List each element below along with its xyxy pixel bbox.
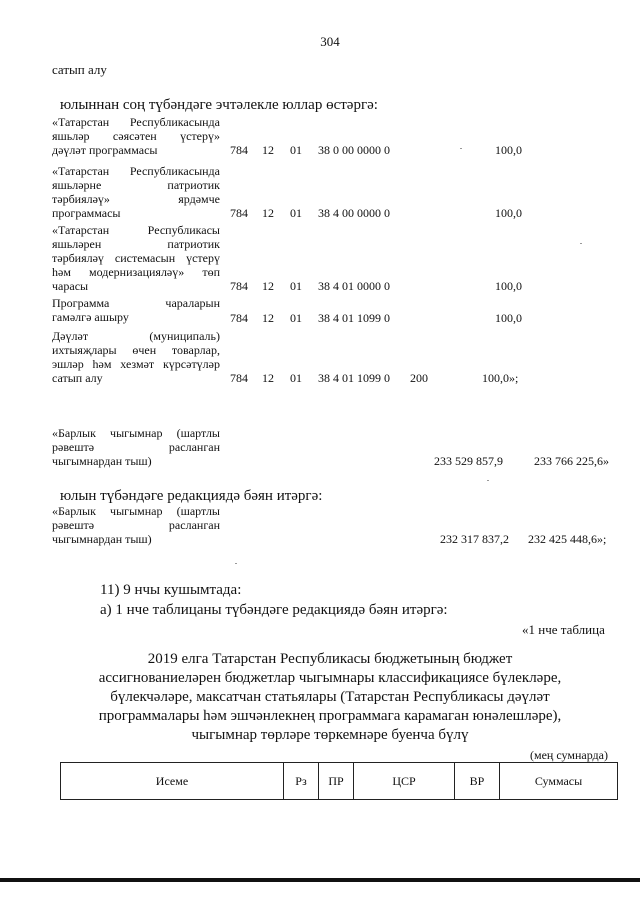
row-5-csr: 38 4 01 1099 0 <box>318 371 390 385</box>
col-vr: ВР <box>455 763 500 800</box>
total-old-description <box>52 426 220 468</box>
row-4-sum: 100,0 <box>495 311 522 325</box>
desc-line: «Барлык чыгымнар (шартлы <box>52 426 220 440</box>
total-old-value-1: 233 529 857,9 <box>434 454 503 468</box>
item-11a: а) 1 нче таблицаны түбәндәге редакциядә бәян итәргә: <box>100 602 448 618</box>
row-1-pr2: 01 <box>290 143 302 157</box>
row-1-description <box>52 115 220 157</box>
row-2-pr2: 01 <box>290 206 302 220</box>
row-4-csr: 38 4 01 1099 0 <box>318 311 390 325</box>
col-pr: ПР <box>319 763 354 800</box>
total-old-value-2: 233 766 225,6» <box>534 454 609 468</box>
desc-line: рәвештә расланган <box>52 518 220 532</box>
units-note: (мең сумнарда) <box>530 748 608 762</box>
desc-line: чарасы <box>52 279 89 293</box>
desc-line: гамәлгә ашыру <box>52 310 129 324</box>
desc-line: дәүләт программасы <box>52 143 158 157</box>
row-2-description <box>52 164 220 220</box>
desc-line: Дәүләт (муниципаль) <box>52 329 220 343</box>
scan-speck <box>460 148 462 149</box>
row-3-pr2: 01 <box>290 279 302 293</box>
desc-line: сатып алу <box>52 371 103 385</box>
page-number: 304 <box>320 34 340 49</box>
desc-line: яшьләрне патриотик <box>52 178 220 192</box>
desc-line: тәрбияләү системасын үстерү <box>52 251 220 265</box>
row-1-pr: 12 <box>262 143 274 157</box>
title-line: ассигнованиеләрен бюджетлар чыгымнары классификациясе бүлекләре, <box>98 670 562 686</box>
intro-edit-line: юлын түбәндәге редакциядә бәян итәргә: <box>60 488 323 504</box>
item-11: 11) 9 нчы кушымтада: <box>100 582 242 598</box>
scan-speck <box>235 563 237 564</box>
row-2-rz: 784 <box>230 206 248 220</box>
row-3-sum: 100,0 <box>495 279 522 293</box>
title-line: бүлекчәләре, максатчан статьялары (Татарстан Республикасы дәүләт <box>110 689 550 705</box>
row-4-pr2: 01 <box>290 311 302 325</box>
desc-line: ихтыяҗлары өчен товарлар, <box>52 343 220 357</box>
desc-line: чыгымнардан тыш) <box>52 532 152 546</box>
total-new-value-2: 232 425 448,6»; <box>528 532 607 546</box>
table-label: «1 нче таблица <box>522 622 605 637</box>
row-5-rz: 784 <box>230 371 248 385</box>
row-3-description <box>52 223 220 293</box>
table-title <box>60 650 600 745</box>
desc-line: «Барлык чыгымнар (шартлы <box>52 504 220 518</box>
table-header <box>60 762 618 800</box>
scan-speck <box>580 243 582 244</box>
title-line: программалары һәм эшчәнлекнең программага карамаган юнәлешләре), <box>98 708 562 724</box>
desc-line: тәрбияләү» ярдәмче <box>52 192 220 206</box>
desc-line: эшләр һәм хезмәт күрсәтүләр <box>52 357 220 371</box>
row-2-csr: 38 4 00 0000 0 <box>318 206 390 220</box>
desc-line: һәм модернизацияләү» төп <box>52 265 220 279</box>
desc-line: программасы <box>52 206 121 220</box>
row-5-pr2: 01 <box>290 371 302 385</box>
row-3-rz: 784 <box>230 279 248 293</box>
row-2-pr: 12 <box>262 206 274 220</box>
row-4-pr: 12 <box>262 311 274 325</box>
table-header-row <box>61 763 618 800</box>
row-5-sum: 100,0»; <box>482 371 519 385</box>
row-2-sum: 100,0 <box>495 206 522 220</box>
row-1-rz: 784 <box>230 143 248 157</box>
scan-speck <box>487 480 489 481</box>
col-rz: Рз <box>284 763 319 800</box>
row-1-csr: 38 0 00 0000 0 <box>318 143 390 157</box>
row-1-sum: 100,0 <box>495 143 522 157</box>
title-line: чыгымнар төрләре төркемнәре буенча бүлү <box>191 727 469 743</box>
total-new-value-1: 232 317 837,2 <box>440 532 509 546</box>
scan-border <box>0 878 640 882</box>
row-3-pr: 12 <box>262 279 274 293</box>
col-csr: ЦСР <box>354 763 455 800</box>
desc-line: «Татарстан Республикасы <box>52 223 220 237</box>
desc-line: «Татарстан Республикасында <box>52 115 220 129</box>
row-5-pr: 12 <box>262 371 274 385</box>
row-4-rz: 784 <box>230 311 248 325</box>
desc-line: рәвештә расланган <box>52 440 220 454</box>
desc-line: Программа чараларын <box>52 296 220 310</box>
col-sum: Суммасы <box>500 763 618 800</box>
row-4-description <box>52 296 220 324</box>
col-name: Исеме <box>61 763 284 800</box>
total-new-description <box>52 504 220 546</box>
title-line: 2019 елга Татарстан Республикасы бюджетының бюджет <box>147 651 513 667</box>
top-line: сатып алу <box>52 62 107 77</box>
desc-line: «Татарстан Республикасында <box>52 164 220 178</box>
desc-line: яшьләр сәясәтен үстерү» <box>52 129 220 143</box>
desc-line: чыгымнардан тыш) <box>52 454 152 468</box>
row-5-description <box>52 329 220 385</box>
desc-line: яшьләрен патриотик <box>52 237 220 251</box>
row-5-vr: 200 <box>410 371 428 385</box>
intro-add-lines: юлыннан соң түбәндәге эчтәлекле юллар өстәргә: <box>60 97 378 113</box>
row-3-csr: 38 4 01 0000 0 <box>318 279 390 293</box>
